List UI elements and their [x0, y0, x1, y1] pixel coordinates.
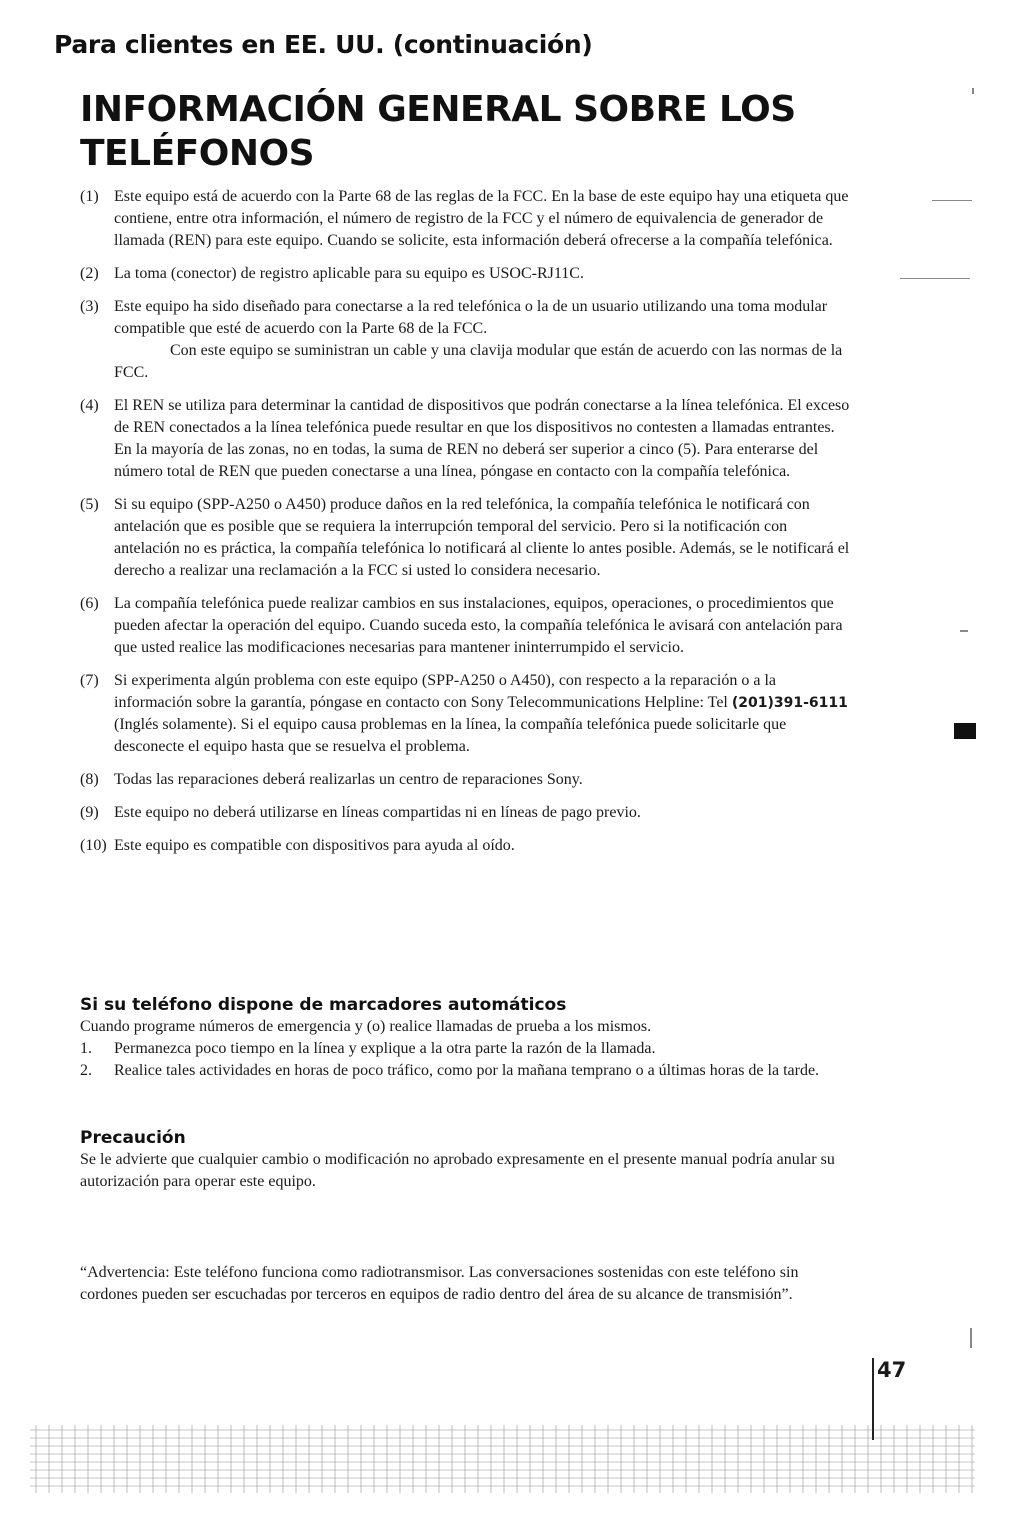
- scan-speck: [972, 88, 974, 94]
- scan-speck: [932, 200, 972, 201]
- list-item: [80, 186, 852, 252]
- scan-noise-band: [30, 1425, 975, 1493]
- list-item: [80, 593, 852, 659]
- item-text: Este equipo no deberá utilizarse en líneas compartidas ni en líneas de pago previo.: [114, 804, 641, 821]
- helpline-phone: (201)391-6111: [731, 695, 848, 711]
- autodial-heading: Si su teléfono dispone de marcadores automáticos: [80, 995, 567, 1015]
- item-number: (6): [80, 595, 99, 612]
- item-number: (5): [80, 496, 99, 513]
- item-text-continued: (Inglés solamente). Si el equipo causa problemas en la línea, la compañía telefónica puede solicitarle que desconecte el equipo hasta que se resuelva el problema.: [114, 716, 787, 755]
- section-tab-marker: [954, 723, 976, 739]
- item-text: Este equipo ha sido diseñado para conectarse a la red telefónica o la de un usuario utilizando una toma modular compatible que esté de acuerdo con la Parte 68 de la FCC.: [114, 298, 828, 337]
- list-item: [80, 494, 852, 582]
- list-item: [80, 1038, 860, 1060]
- item-number: (9): [80, 804, 99, 821]
- item-text: Todas las reparaciones deberá realizarlas un centro de reparaciones Sony.: [114, 771, 583, 788]
- section-title: Para clientes en EE. UU. (continuación): [54, 30, 593, 59]
- list-item: [80, 1060, 860, 1082]
- list-item: [80, 670, 852, 758]
- item-text: Si su equipo (SPP-A250 o A450) produce daños en la red telefónica, la compañía telefónica le notificará con antelación que es posible que se requiera la interrupción temporal del servicio. Pero si la notificación con antelación no es práctica, la compañía telefónica lo notificará al cliente lo antes posible. Además, se le notificará el derecho a realizar una reclamación a la FCC si usted lo considera necesario.: [114, 496, 850, 579]
- item-text: La compañía telefónica puede realizar cambios en sus instalaciones, equipos, operaciones, o procedimientos que pueden afectar la operación del equipo. Cuando suceda esto, la compañía telefónica le avisará con antelación para que usted realice las modificaciones necesarias para mantener ininterrumpido el servicio.: [114, 595, 843, 656]
- item-text: Este equipo está de acuerdo con la Parte 68 de las reglas de la FCC. En la base de este equipo hay una etiqueta que contiene, entre otra información, el número de registro de la FCC y el número de equivalencia de generador de llamada (REN) para este equipo. Cuando se solicite, esta información deberá ofrecerse a la compañía telefónica.: [114, 188, 849, 249]
- fcc-items-list: [80, 186, 852, 868]
- page-title: INFORMACIÓN GENERAL SOBRE LOS TELÉFONOS: [80, 89, 796, 174]
- item-number: (3): [80, 298, 99, 315]
- autodial-steps: [80, 1038, 860, 1082]
- step-number: 2.: [80, 1062, 92, 1079]
- item-number: (4): [80, 397, 99, 414]
- item-text: Este equipo es compatible con dispositivos para ayuda al oído.: [114, 837, 515, 854]
- autodial-section: [80, 994, 860, 1082]
- scan-speck: [900, 278, 970, 279]
- item-text: El REN se utiliza para determinar la cantidad de dispositivos que podrán conectarse a la línea telefónica. El exceso de REN conectados a la línea telefónica puede resultar en que los dispositivos no contesten a llamadas entrantes. En la mayoría de las zonas, no en todas, la suma de REN no deberá ser superior a cinco (5). Para enterarse del número total de REN que pueden conectarse a una línea, póngase en contacto con la compañía telefónica.: [114, 397, 850, 480]
- scan-speck: [960, 630, 968, 632]
- caution-heading: Precaución: [80, 1128, 186, 1148]
- step-number: 1.: [80, 1040, 92, 1057]
- page-number: 47: [877, 1358, 907, 1382]
- caution-section: [80, 1127, 860, 1193]
- list-item: [80, 263, 852, 285]
- item-text: La toma (conector) de registro aplicable para su equipo es USOC-RJ11C.: [114, 265, 584, 282]
- list-item: [80, 769, 852, 791]
- step-text: Permanezca poco tiempo en la línea y explique a la otra parte la razón de la llamada.: [114, 1040, 656, 1057]
- warning-text: “Advertencia: Este teléfono funciona como radiotransmisor. Las conversaciones sostenidas con este teléfono sin cordones pueden ser escuchadas por terceros en equipos de radio dentro del área de su alcance de transmisión”.: [80, 1264, 799, 1303]
- item-number: (8): [80, 771, 99, 788]
- autodial-intro: Cuando programe números de emergencia y (o) realice llamadas de prueba a los mismos.: [80, 1018, 652, 1035]
- caution-text: Se le advierte que cualquier cambio o modificación no aprobado expresamente en el presente manual podría anular su autorización para operar este equipo.: [80, 1151, 835, 1190]
- scan-speck: [970, 1328, 972, 1348]
- item-number: (7): [80, 672, 99, 689]
- item-number: (1): [80, 188, 99, 205]
- list-item: [80, 835, 852, 857]
- item-text-continued: Con este equipo se suministran un cable y una clavija modular que están de acuerdo con las normas de la FCC.: [114, 342, 843, 381]
- list-item: [80, 802, 852, 824]
- item-number: (10): [80, 837, 107, 854]
- item-number: (2): [80, 265, 99, 282]
- item-text: Si experimenta algún problema con este equipo (SPP-A250 o A450), con respecto a la reparación o a la información sobre la garantía, póngase en contacto con Sony Telecommunications Helpline: Tel: [114, 672, 777, 711]
- step-text: Realice tales actividades en horas de poco tráfico, como por la mañana temprano o a últimas horas de la tarde.: [114, 1062, 820, 1079]
- list-item: [80, 395, 852, 483]
- list-item: [80, 296, 852, 384]
